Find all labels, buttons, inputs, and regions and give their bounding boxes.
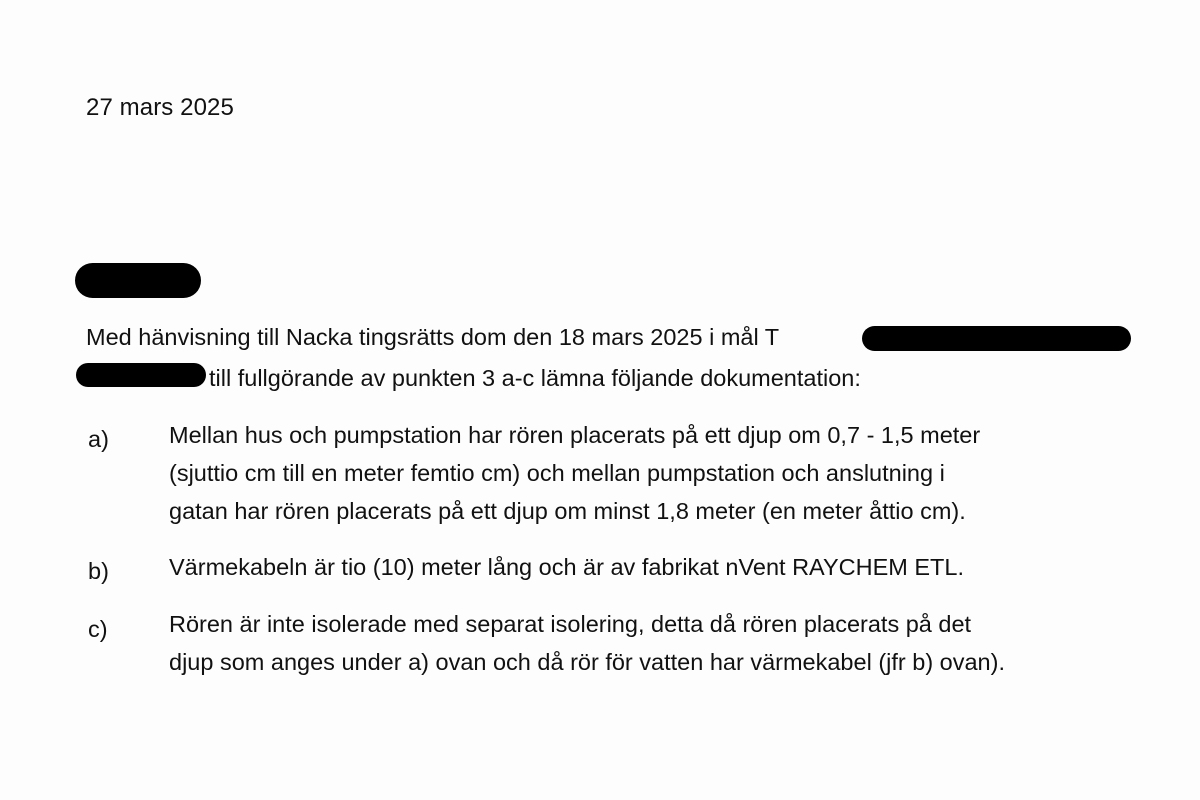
item-b-line-1: Värmekabeln är tio (10) meter lång och är av fabrikat nVent RAYCHEM ETL. xyxy=(169,554,964,580)
item-c-line-2: djup som anges under a) ovan och då rör för vatten har värmekabel (jfr b) ovan). xyxy=(169,649,1005,675)
item-text-c xyxy=(169,605,1005,681)
item-text-b xyxy=(169,548,964,586)
item-text-a xyxy=(169,416,980,530)
item-c-line-1: Rören är inte isolerade med separat isolering, detta då rören placerats på det xyxy=(169,611,972,637)
redacted-recipient-name xyxy=(75,263,201,298)
document-date: 27 mars 2025 xyxy=(86,94,234,121)
item-label-a: a) xyxy=(88,426,109,452)
intro-line-1: Med hänvisning till Nacka tingsrätts dom den 18 mars 2025 i mål T xyxy=(86,324,780,350)
redacted-case-number xyxy=(862,326,1131,351)
item-a-line-2: (sjuttio cm till en meter femtio cm) och mellan pumpstation och anslutning i xyxy=(169,460,945,486)
item-label-c: c) xyxy=(88,616,108,642)
item-label-b: b) xyxy=(88,558,109,584)
item-a-line-1: Mellan hus och pumpstation har rören placerats på ett djup om 0,7 - 1,5 meter xyxy=(169,422,981,448)
redacted-party-name xyxy=(76,363,206,387)
item-a-line-3: gatan har rören placerats på ett djup om minst 1,8 meter (en meter åttio cm). xyxy=(169,498,966,524)
intro-line-2: till fullgörande av punkten 3 a-c lämna följande dokumentation: xyxy=(209,365,861,391)
